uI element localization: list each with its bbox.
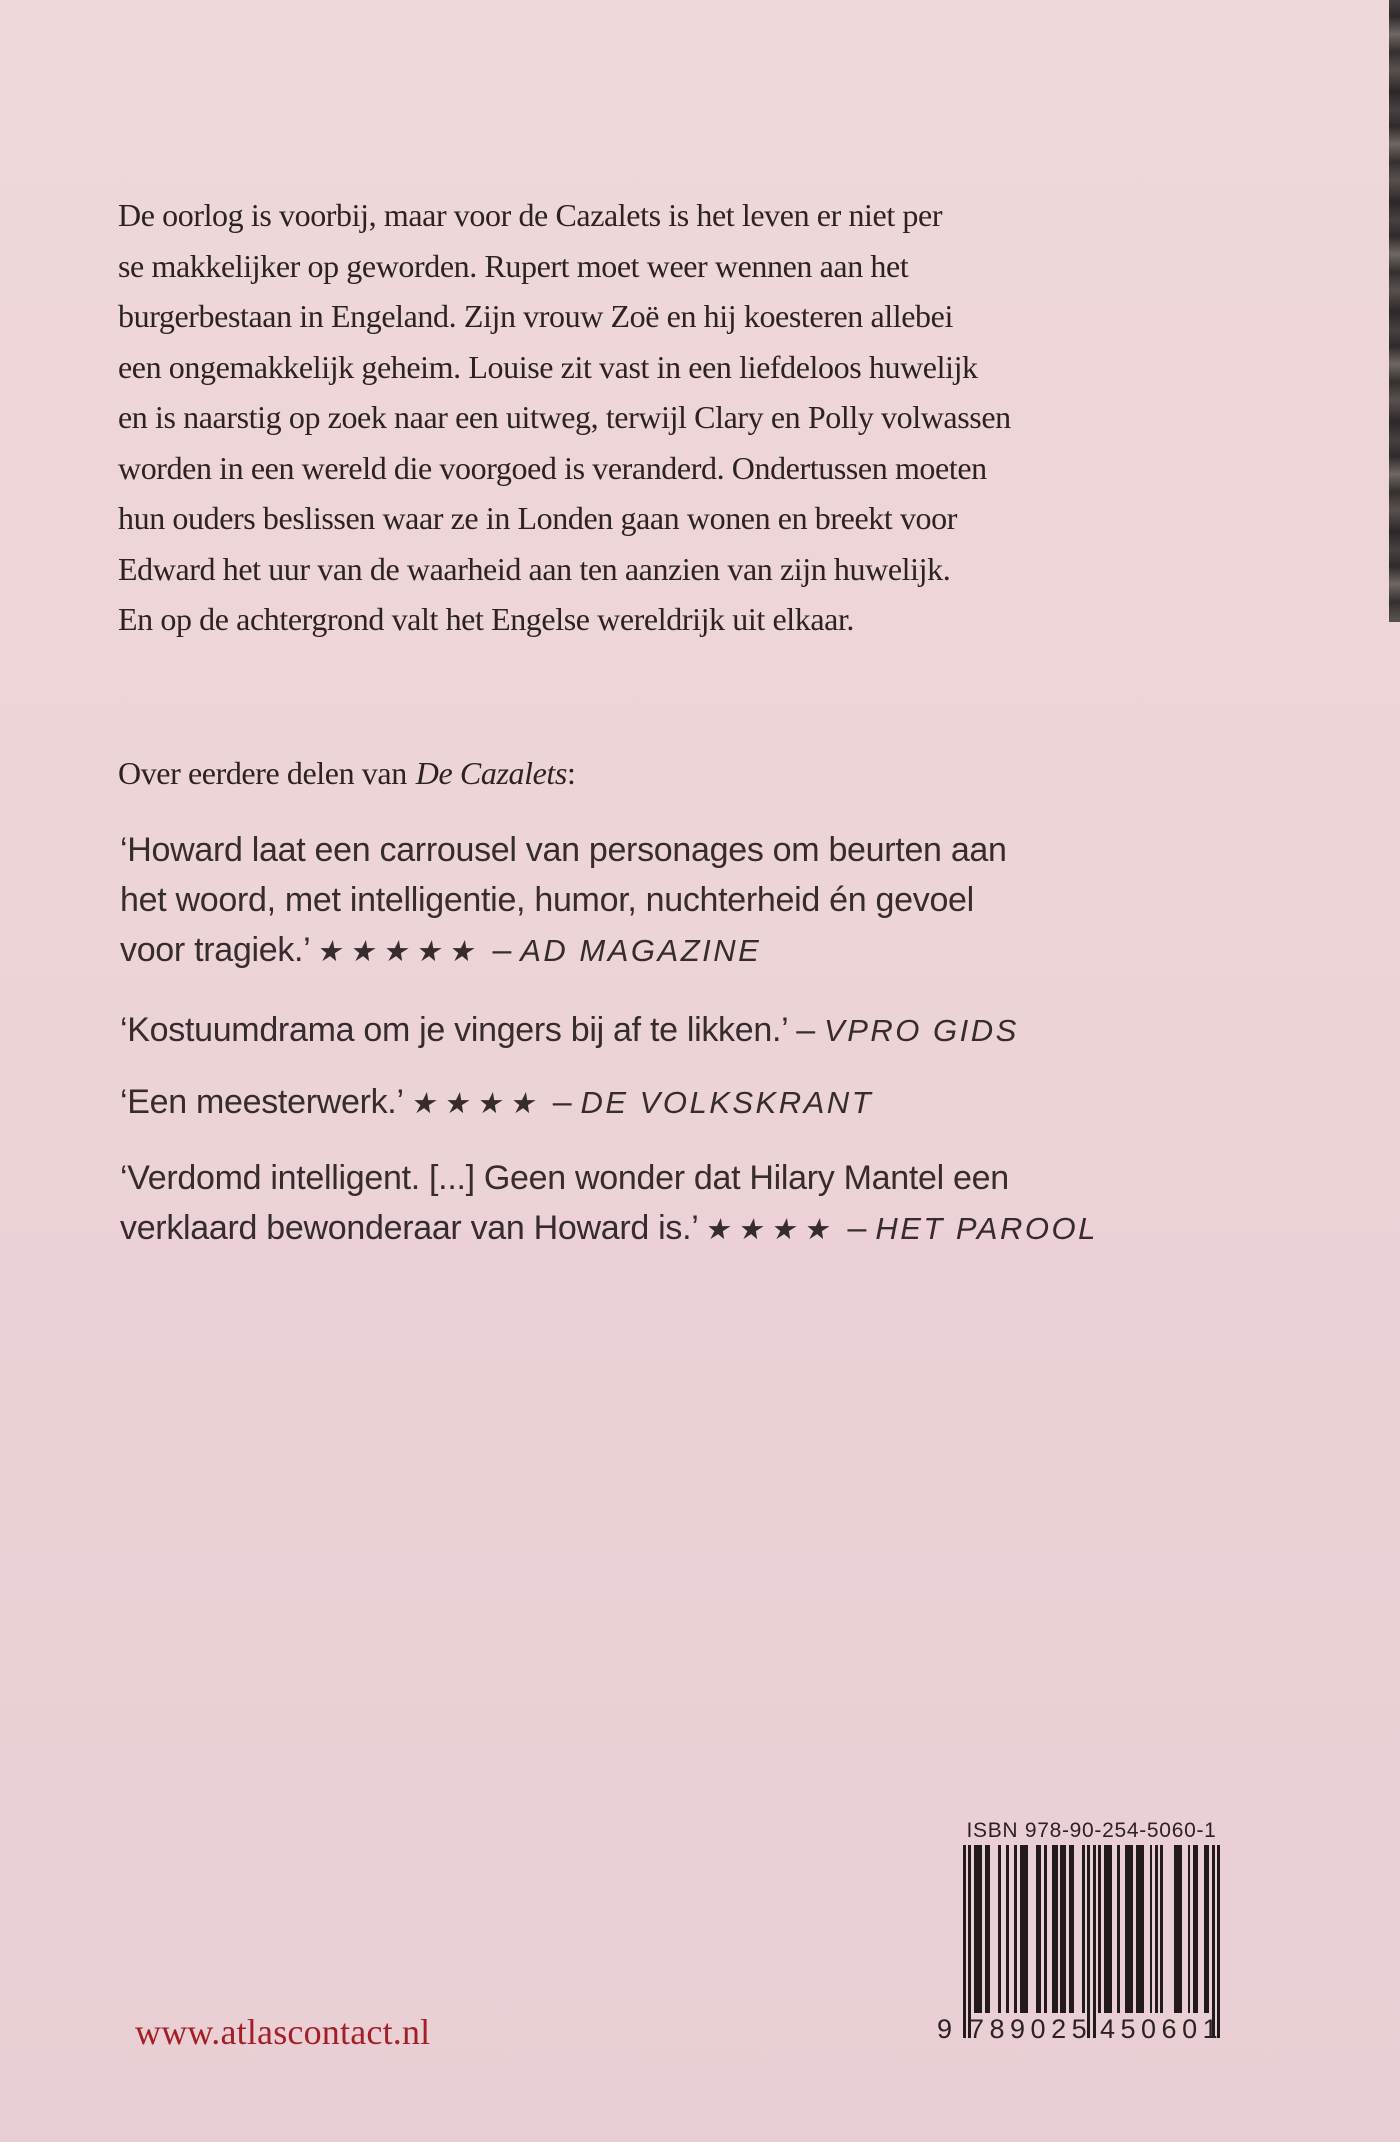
review-text: verklaard bewonderaar van Howard is.’ [120,1209,707,1247]
review-line: het woord, met intelligentie, humor, nuchterheid én gevoel [120,881,974,919]
series-note [118,748,575,798]
review-line [120,925,1007,976]
blurb-line: een ongemakkelijk geheim. Louise zit vast in een liefdeloos huwelijk [118,348,978,385]
blurb-line: De oorlog is voorbij, maar voor de Cazalets is het leven er niet per [118,197,943,233]
barcode-digit-group: 789025 [969,2014,1093,2044]
blurb-line: en is naarstig op zoek naar een uitweg, terwijl Clary en Polly volwassen [118,399,1011,435]
star-rating: ★★★★ [408,1086,547,1120]
review-text: ‘Kostuumdrama om je vingers bij af te likken.’ [120,1011,797,1049]
blurb-line: Edward het uur van de waarheid aan ten aanzien van zijn huwelijk. [118,550,951,587]
blurb-line: En op de achtergrond valt het Engelse wereldrijk uit elkaar. [118,601,855,637]
ean13-barcode [963,1845,1220,2038]
isbn-barcode-block [937,1818,1224,2068]
dash-separator: – [543,1083,581,1121]
barcode-digit-group: 450601 [1100,2014,1224,2044]
review-vpro-gids [120,1005,1019,1056]
publisher-url: www.atlascontact.nl [135,2012,431,2052]
dash-separator: – [796,1011,825,1049]
review-source: HET PAROOL [875,1211,1098,1246]
review-de-volkskrant [120,1077,873,1128]
star-rating: ★★★★★ [315,934,487,968]
blurb-line: burgerbestaan in Engeland. Zijn vrouw Zoë en hij koesteren allebei [118,298,953,334]
review-line [120,1077,873,1128]
dash-separator: – [483,931,521,969]
star-rating: ★★★★ [703,1212,842,1246]
series-title: De Cazalets [415,755,567,791]
dash-separator: – [838,1209,876,1247]
blurb-line: se makkelijker op geworden. Rupert moet weer wennen aan het [118,247,909,284]
review-source: VPRO GIDS [824,1013,1019,1048]
barcode-digit-first: 9 [937,2014,953,2044]
review-line [120,1203,1098,1254]
blurb-line: hun ouders beslissen waar ze in Londen gaan wonen en breekt voor [118,500,958,536]
review-source: DE VOLKSKRANT [580,1085,874,1120]
review-source: AD MAGAZINE [520,933,762,968]
review-ad-magazine [120,825,1007,976]
review-text: voor tragiek.’ [120,931,319,969]
series-note-prefix: Over eerdere delen van [118,755,407,791]
blurb-line: worden in een wereld die voorgoed is veranderd. Ondertussen moeten [118,449,987,486]
series-note-suffix: : [566,755,576,791]
scan-edge-strip [1389,0,1400,622]
review-line [120,1005,1019,1056]
review-line: ‘Verdomd intelligent. [...] Geen wonder dat Hilary Mantel een [120,1159,1009,1197]
review-text: ‘Een meesterwerk.’ [120,1083,412,1121]
blurb-paragraph [118,190,1011,645]
review-line: ‘Howard laat een carrousel van personages om beurten aan [120,831,1007,869]
isbn-label: ISBN 978-90-254-5060-1 [966,1819,1217,1842]
review-het-parool [120,1153,1098,1254]
